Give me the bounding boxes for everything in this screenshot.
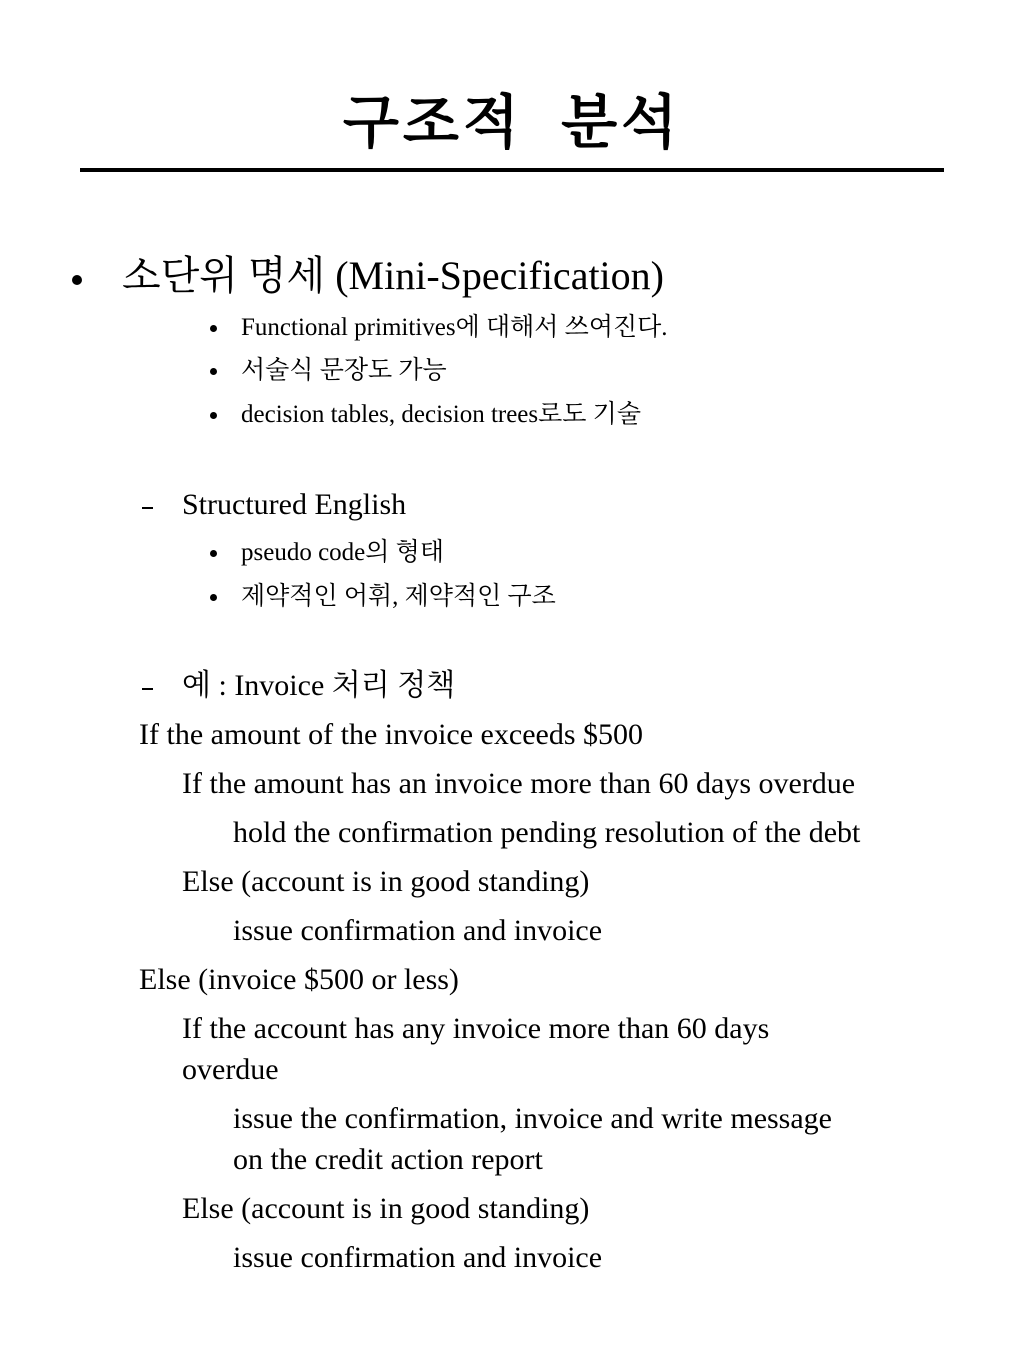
example-line: issue confirmation and invoice [233, 1241, 603, 1274]
subsection-heading: 예 : Invoice 처리 정책 [182, 669, 456, 702]
example-line: Else (account is in good standing) [182, 1192, 590, 1225]
example-line: Else (account is in good standing) [182, 865, 590, 898]
bullet-icon [210, 325, 217, 332]
example-line: hold the confirmation pending resolution of the debt [233, 816, 861, 849]
list-item: pseudo code의 형태 [241, 539, 444, 566]
bullet-icon [72, 275, 82, 285]
section-heading: 소단위 명세 (Mini-Specification) [122, 253, 664, 298]
dash-icon [142, 688, 153, 690]
bullet-icon [210, 368, 217, 375]
example-line: issue the confirmation, invoice and write message [233, 1102, 832, 1135]
bullet-icon [210, 550, 217, 557]
title-divider [80, 168, 944, 172]
example-line: If the amount has an invoice more than 60 days overdue [182, 767, 856, 800]
example-line: If the amount of the invoice exceeds $500 [139, 718, 643, 751]
example-line: issue confirmation and invoice [233, 914, 603, 947]
list-item: decision tables, decision trees로도 기술 [241, 401, 641, 428]
slide-title: 구조적 분석 [342, 88, 682, 156]
bullet-icon [210, 594, 217, 601]
example-line: If the account has any invoice more than 60 days [182, 1012, 770, 1045]
list-item: 제약적인 어휘, 제약적인 구조 [241, 583, 556, 610]
bullet-icon [210, 412, 217, 419]
list-item: 서술식 문장도 가능 [241, 357, 447, 384]
list-item: Functional primitives에 대해서 쓰여진다. [241, 314, 668, 341]
example-line: on the credit action report [233, 1143, 543, 1176]
example-line: Else (invoice $500 or less) [139, 963, 459, 996]
example-line: overdue [182, 1053, 279, 1086]
dash-icon [142, 507, 153, 509]
subsection-heading: Structured English [182, 488, 407, 521]
